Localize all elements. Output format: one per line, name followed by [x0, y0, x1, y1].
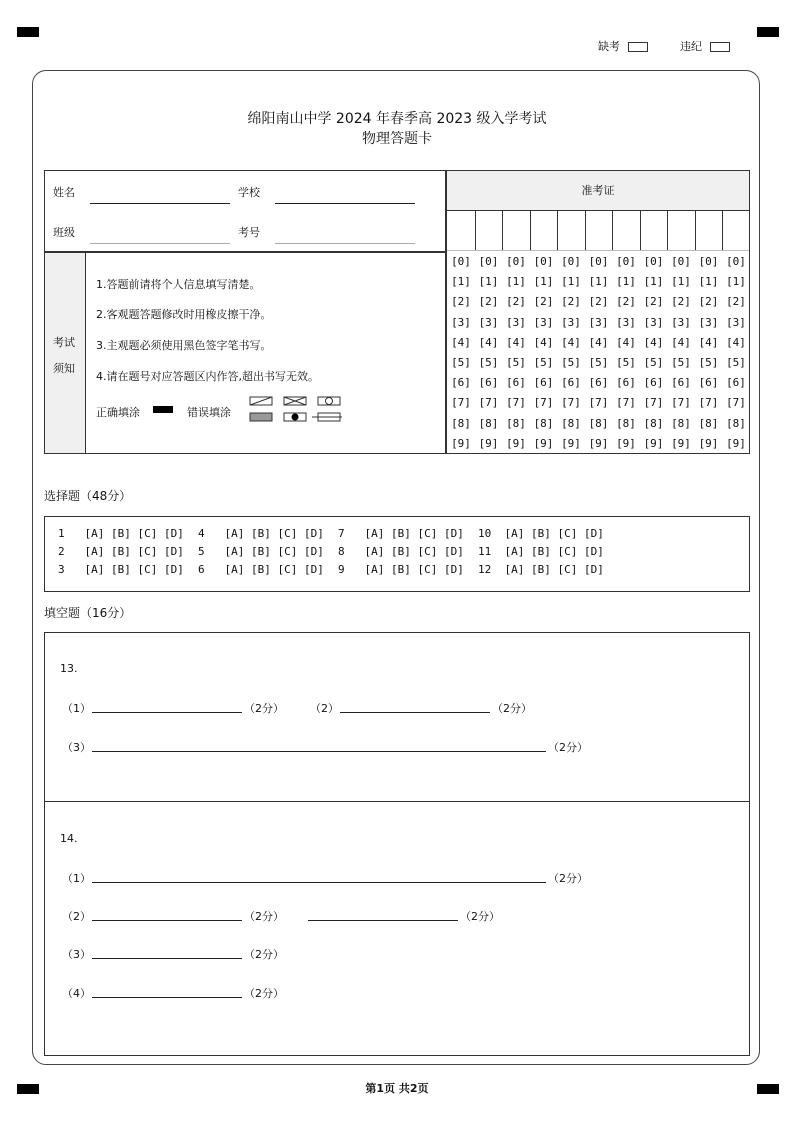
q14-part1-label: （1）: [62, 872, 91, 885]
q14-part2-label: （2）: [62, 910, 91, 923]
admission-digit-bubble[interactable]: [6]: [671, 376, 691, 390]
q13-part1-score: （2分）: [244, 702, 284, 715]
admission-digit-bubble[interactable]: [8]: [561, 416, 581, 430]
admission-digit-entry-5[interactable]: [557, 211, 585, 250]
admission-digit-bubble[interactable]: [9]: [616, 436, 636, 450]
q13-answer-box: [44, 632, 750, 802]
admission-digit-bubble[interactable]: [5]: [616, 356, 636, 369]
admission-digit-bubble[interactable]: [3]: [726, 315, 746, 329]
admission-digit-bubble[interactable]: [2]: [451, 295, 471, 309]
admission-digit-bubble[interactable]: [7]: [616, 396, 636, 410]
admission-digit-entry-7[interactable]: [612, 211, 640, 250]
admission-digit-bubble[interactable]: [7]: [698, 396, 719, 410]
admission-digit-bubble[interactable]: [8]: [451, 416, 471, 430]
admission-digit-bubble[interactable]: [4]: [616, 335, 636, 349]
q14-part2-answer-b[interactable]: [308, 920, 458, 921]
q13-part1-label: （1）: [62, 702, 91, 715]
absent-field[interactable]: [598, 38, 648, 54]
q13-part2-answer[interactable]: [340, 712, 490, 713]
admission-digit-bubble[interactable]: [3]: [561, 315, 581, 329]
exam-title: 绵阳南山中学 2024 年春季高 2023 级入学考试: [247, 111, 547, 127]
admission-digit-bubble[interactable]: [1]: [726, 275, 746, 289]
q14-part1-score: （2分）: [548, 872, 588, 885]
notice-label-line2: 须知: [53, 362, 75, 375]
violation-label: 违纪: [680, 40, 702, 53]
admission-digit-bubble[interactable]: [4]: [506, 335, 526, 349]
admission-digit-bubble[interactable]: [4]: [671, 335, 691, 349]
choice-q1[interactable]: 1 [A] [B] [C] [D]: [58, 527, 184, 540]
admission-digit-bubble[interactable]: [7]: [561, 396, 581, 410]
admission-digit-bubble[interactable]: [4]: [643, 335, 664, 349]
admission-digit-bubble[interactable]: [1]: [533, 275, 554, 289]
q14-number: 14.: [60, 832, 78, 845]
name-field[interactable]: [90, 203, 230, 204]
q14-part2-score: （2分）: [244, 910, 284, 923]
choice-q6[interactable]: 6 [A] [B] [C] [D]: [198, 563, 324, 576]
admission-digit-bubble[interactable]: [2]: [671, 295, 691, 309]
admission-digit-bubble[interactable]: [4]: [588, 335, 609, 349]
admission-digit-bubble[interactable]: [9]: [451, 436, 471, 450]
admission-digit-bubble[interactable]: [1]: [588, 275, 609, 289]
admission-digit-entry-6[interactable]: [585, 211, 613, 250]
admission-digit-bubble[interactable]: [1]: [478, 275, 499, 289]
exam-number-label: 考号: [238, 226, 260, 239]
exam-number-field[interactable]: [275, 243, 415, 244]
admission-digit-bubble[interactable]: [8]: [478, 416, 499, 430]
notice-item-1: 1.答题前请将个人信息填写清楚。: [96, 278, 261, 291]
choice-q4[interactable]: 4 [A] [B] [C] [D]: [198, 527, 324, 540]
admission-digit-bubble[interactable]: [3]: [478, 315, 499, 329]
admission-digit-bubble[interactable]: [0]: [616, 255, 636, 268]
notice-item-3: 3.主观题必须使用黑色签字笔书写。: [96, 339, 272, 352]
admission-ticket-title: 准考证: [447, 171, 749, 211]
admission-digit-bubble[interactable]: [3]: [671, 315, 691, 329]
admission-digit-bubble[interactable]: [7]: [588, 396, 609, 410]
admission-digit-bubble[interactable]: [8]: [506, 416, 526, 430]
school-field[interactable]: [275, 203, 415, 204]
page-footer: 第1页 共2页: [365, 1082, 429, 1095]
q14-part4-answer[interactable]: [92, 997, 242, 998]
violation-checkbox[interactable]: [710, 42, 730, 52]
admission-digit-bubble[interactable]: [5]: [533, 356, 554, 369]
admission-digit-bubble[interactable]: [2]: [726, 295, 746, 309]
admission-digit-entry-4[interactable]: [530, 211, 558, 250]
admission-digit-bubble[interactable]: [2]: [588, 295, 609, 309]
admission-digit-bubble[interactable]: [9]: [561, 436, 581, 450]
admission-digit-bubble[interactable]: [7]: [643, 396, 664, 410]
q13-part2-label: （2）: [310, 702, 339, 715]
notice-label-cell: [45, 253, 86, 453]
admission-digit-entry-10[interactable]: [695, 211, 723, 250]
q14-part1-answer[interactable]: [92, 882, 546, 883]
registration-mark-top-left: [17, 27, 39, 37]
admission-digit-bubble[interactable]: [6]: [533, 376, 554, 390]
q14-part3-score: （2分）: [244, 948, 284, 961]
admission-digit-bubble[interactable]: [8]: [726, 416, 746, 430]
admission-digit-bubble[interactable]: [6]: [698, 376, 719, 390]
admission-digit-bubble[interactable]: [6]: [726, 376, 746, 390]
wrong-fill-label: 错误填涂: [187, 406, 231, 419]
admission-digit-bubble[interactable]: [3]: [698, 315, 719, 329]
admission-digit-bubble[interactable]: [1]: [698, 275, 719, 289]
q13-number: 13.: [60, 662, 78, 675]
violation-field[interactable]: [680, 38, 730, 54]
admission-digit-bubble[interactable]: [6]: [643, 376, 664, 390]
admission-digit-bubble[interactable]: [0]: [451, 255, 471, 268]
admission-digit-bubble[interactable]: [4]: [726, 335, 746, 349]
admission-digit-bubble[interactable]: [7]: [506, 396, 526, 410]
name-label: 姓名: [53, 186, 75, 199]
admission-digit-bubble[interactable]: [6]: [616, 376, 636, 390]
admission-digit-bubble[interactable]: [6]: [506, 376, 526, 390]
admission-digit-bubble[interactable]: [4]: [478, 335, 499, 349]
admission-digit-bubble[interactable]: [5]: [588, 356, 609, 369]
admission-digit-bubble[interactable]: [0]: [506, 255, 526, 268]
notice-label-line1: 考试: [53, 336, 75, 349]
admission-digit-bubble[interactable]: [5]: [478, 356, 499, 369]
admission-digit-bubble[interactable]: [5]: [726, 356, 746, 369]
choice-q8[interactable]: 8 [A] [B] [C] [D]: [338, 545, 464, 558]
q13-part2-score: （2分）: [492, 702, 532, 715]
admission-digit-bubble[interactable]: [5]: [561, 356, 581, 369]
admission-digit-bubble[interactable]: [8]: [643, 416, 664, 430]
admission-digit-bubble[interactable]: [5]: [643, 356, 664, 369]
admission-digit-bubble[interactable]: [4]: [451, 335, 471, 349]
admission-digit-bubble[interactable]: [1]: [643, 275, 664, 289]
admission-digit-bubble[interactable]: [8]: [616, 416, 636, 430]
choice-section-title: 选择题（48分）: [44, 489, 132, 503]
choice-q11[interactable]: 11 [A] [B] [C] [D]: [478, 545, 604, 558]
admission-digit-bubble[interactable]: [0]: [588, 255, 609, 268]
q14-part3-answer[interactable]: [92, 958, 242, 959]
subject-title: 物理答题卡: [362, 131, 432, 147]
admission-digit-entry-1[interactable]: [447, 211, 475, 250]
q14-part2-answer-a[interactable]: [92, 920, 242, 921]
admission-digit-bubble[interactable]: [5]: [451, 356, 471, 369]
notice-item-2: 2.客观题答题修改时用橡皮擦干净。: [96, 308, 272, 321]
admission-digit-bubble[interactable]: [9]: [478, 436, 499, 450]
admission-digit-bubble[interactable]: [0]: [698, 255, 719, 268]
admission-digit-bubble[interactable]: [0]: [561, 255, 581, 268]
admission-digit-bubble[interactable]: [0]: [643, 255, 664, 268]
admission-digit-bubble[interactable]: [2]: [533, 295, 554, 309]
class-field[interactable]: [90, 243, 230, 244]
admission-digit-bubble[interactable]: [8]: [671, 416, 691, 430]
admission-digit-bubble[interactable]: [2]: [478, 295, 499, 309]
admission-digit-bubble[interactable]: [0]: [533, 255, 554, 268]
admission-digit-bubble[interactable]: [3]: [616, 315, 636, 329]
admission-digit-bubble[interactable]: [1]: [561, 275, 581, 289]
notice-item-4: 4.请在题号对应答题区内作答,超出书写无效。: [96, 370, 319, 383]
admission-digit-bubble[interactable]: [9]: [588, 436, 609, 450]
q14-part2b-score: （2分）: [460, 910, 500, 923]
admission-digit-bubble[interactable]: [4]: [561, 335, 581, 349]
admission-digit-bubble[interactable]: [9]: [533, 436, 554, 450]
admission-digit-bubble[interactable]: [2]: [616, 295, 636, 309]
admission-digit-bubble[interactable]: [8]: [533, 416, 554, 430]
q13-part3-answer[interactable]: [92, 751, 546, 752]
q14-part4-label: （4）: [62, 987, 91, 1000]
admission-digit-bubble[interactable]: [6]: [561, 376, 581, 390]
admission-digit-bubble[interactable]: [2]: [506, 295, 526, 309]
admission-digit-entry-9[interactable]: [667, 211, 695, 250]
admission-digit-bubble[interactable]: [0]: [726, 255, 746, 268]
q13-part3-label: （3）: [62, 741, 91, 754]
admission-digit-bubble[interactable]: [9]: [643, 436, 664, 450]
admission-digit-bubble[interactable]: [6]: [588, 376, 609, 390]
admission-digit-bubble[interactable]: [3]: [588, 315, 609, 329]
correct-fill-label: 正确填涂: [96, 406, 140, 419]
admission-digit-bubble[interactable]: [4]: [533, 335, 554, 349]
admission-digit-bubble[interactable]: [5]: [506, 356, 526, 369]
admission-digit-entry-2[interactable]: [475, 211, 503, 250]
choice-q10[interactable]: 10 [A] [B] [C] [D]: [478, 527, 604, 540]
admission-digit-bubble[interactable]: [2]: [643, 295, 664, 309]
admission-digit-bubble[interactable]: [3]: [533, 315, 554, 329]
class-label: 班级: [53, 226, 75, 239]
choice-q2[interactable]: 2 [A] [B] [C] [D]: [58, 545, 184, 558]
choice-q12[interactable]: 12 [A] [B] [C] [D]: [478, 563, 604, 576]
admission-digit-bubble[interactable]: [1]: [671, 275, 691, 289]
admission-digit-bubble[interactable]: [7]: [671, 396, 691, 410]
admission-digit-bubble[interactable]: [5]: [698, 356, 719, 369]
admission-digit-bubble[interactable]: [3]: [643, 315, 664, 329]
school-label: 学校: [238, 186, 260, 199]
fill-section-title: 填空题（16分）: [44, 606, 132, 620]
registration-mark-top-right: [757, 27, 779, 37]
wrong-fill-samples: [248, 395, 343, 425]
admission-digit-bubble[interactable]: [2]: [698, 295, 719, 309]
admission-digit-bubble[interactable]: [2]: [561, 295, 581, 309]
choice-q3[interactable]: 3 [A] [B] [C] [D]: [58, 563, 184, 576]
admission-digit-bubble[interactable]: [4]: [698, 335, 719, 349]
q14-part3-label: （3）: [62, 948, 91, 961]
admission-digit-bubble[interactable]: [6]: [478, 376, 499, 390]
admission-digit-bubble[interactable]: [3]: [451, 315, 471, 329]
admission-digit-bubble[interactable]: [0]: [478, 255, 499, 268]
q13-part1-answer[interactable]: [92, 712, 242, 713]
admission-digit-bubble[interactable]: [7]: [726, 396, 746, 410]
absent-checkbox[interactable]: [628, 42, 648, 52]
admission-digit-bubble[interactable]: [1]: [451, 275, 471, 289]
admission-digit-bubble[interactable]: [9]: [726, 436, 746, 450]
admission-digit-bubble[interactable]: [8]: [588, 416, 609, 430]
q13-part3-score: （2分）: [548, 741, 588, 754]
admission-digit-entry-8[interactable]: [640, 211, 668, 250]
admission-digit-bubble[interactable]: [5]: [671, 356, 691, 369]
q14-answer-box: [44, 801, 750, 1056]
admission-digit-bubble[interactable]: [7]: [451, 396, 471, 410]
q14-part4-score: （2分）: [244, 987, 284, 1000]
choice-q5[interactable]: 5 [A] [B] [C] [D]: [198, 545, 324, 558]
admission-digit-bubble[interactable]: [1]: [616, 275, 636, 289]
admission-digit-bubble[interactable]: [7]: [533, 396, 554, 410]
admission-digit-bubble[interactable]: [1]: [506, 275, 526, 289]
absent-label: 缺考: [598, 40, 620, 53]
admission-digit-bubble[interactable]: [7]: [478, 396, 499, 410]
admission-digit-bubble[interactable]: [6]: [451, 376, 471, 390]
choice-q7[interactable]: 7 [A] [B] [C] [D]: [338, 527, 464, 540]
admission-digit-bubble[interactable]: [3]: [506, 315, 526, 329]
admission-digit-bubble[interactable]: [9]: [506, 436, 526, 450]
admission-digit-entry-3[interactable]: [502, 211, 530, 250]
admission-digit-bubble[interactable]: [9]: [671, 436, 691, 450]
admission-digit-bubble[interactable]: [9]: [698, 436, 719, 450]
admission-digit-bubble[interactable]: [8]: [698, 416, 719, 430]
choice-q9[interactable]: 9 [A] [B] [C] [D]: [338, 563, 464, 576]
correct-fill-sample: [153, 406, 173, 413]
admission-entry-separator: [447, 250, 749, 251]
admission-digit-entry-11[interactable]: [722, 211, 750, 250]
admission-digit-bubble[interactable]: [0]: [671, 255, 691, 268]
